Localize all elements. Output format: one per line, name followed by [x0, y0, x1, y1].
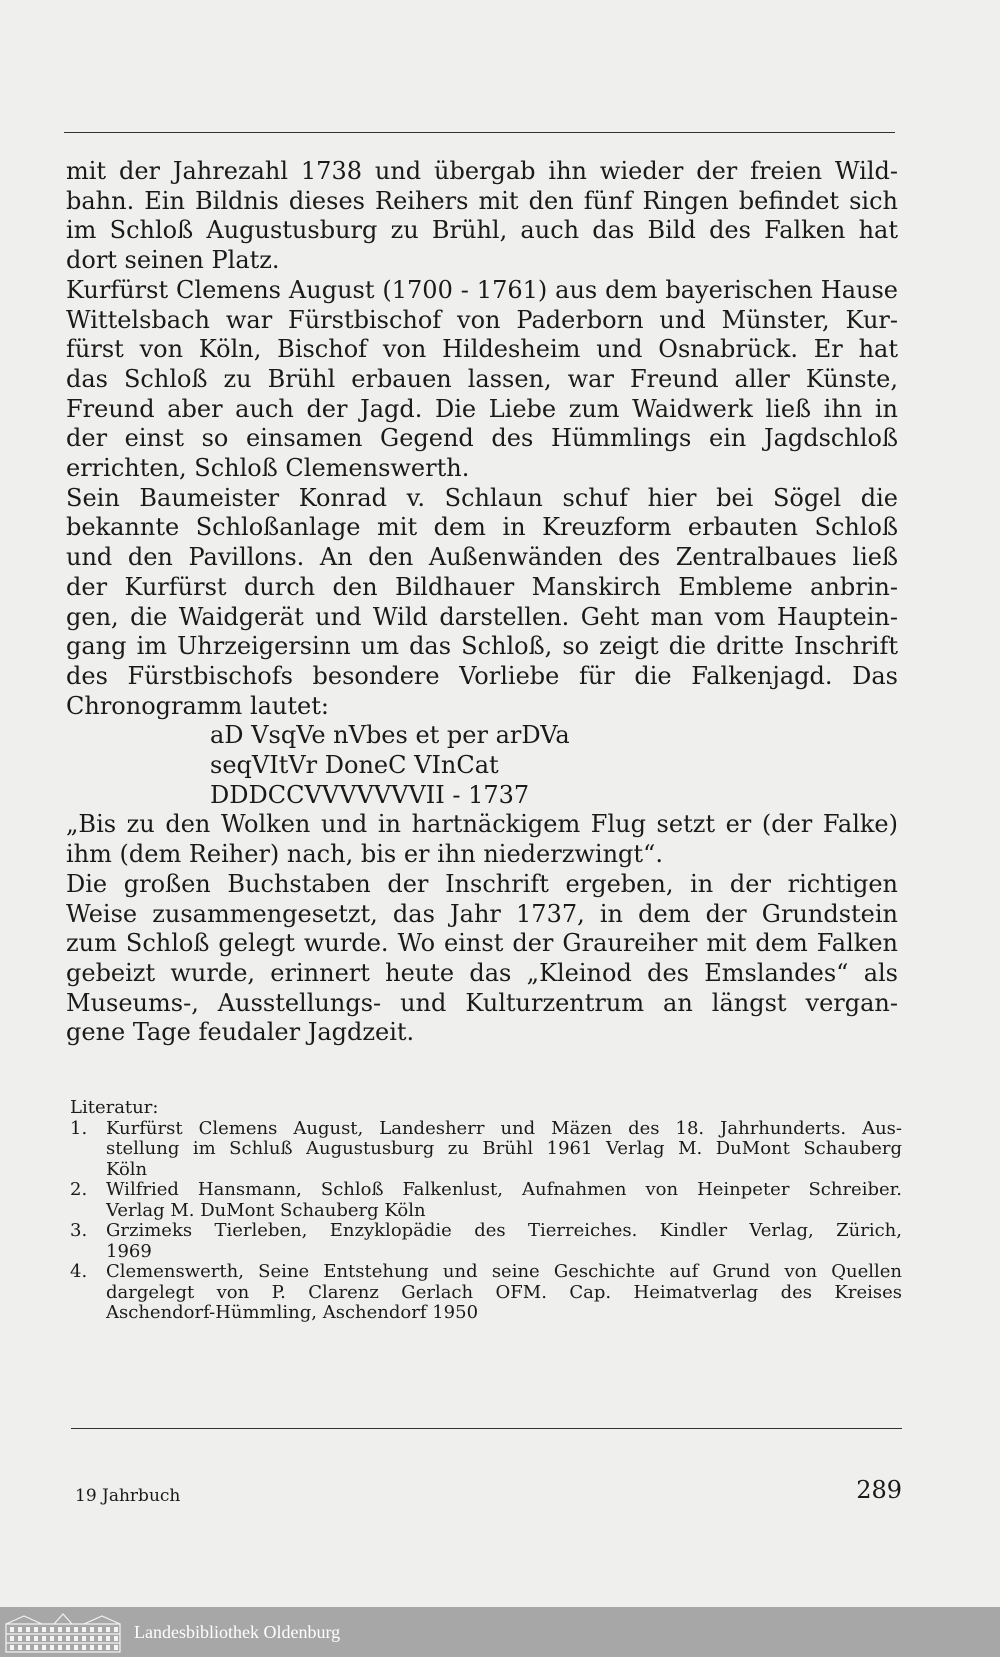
body-line: errichten, Schloß Clemenswerth.: [66, 454, 470, 483]
literature-number: 2.: [70, 1179, 88, 1200]
body-line: und den Pavillons. An den Außenwänden des Zentralbaues ließ: [66, 543, 898, 572]
library-banner: [0, 1607, 1000, 1657]
body-line: Kurfürst Clemens August (1700 - 1761) aus dem bayerischen Hause: [66, 275, 898, 304]
literature-item: [70, 1221, 902, 1262]
body-line: das Schloß zu Brühl erbauen lassen, war Freund aller Künste,: [66, 364, 898, 393]
literature-list: [70, 1119, 902, 1324]
body-line: des Fürstbischofs besondere Vorliebe für die Falkenjagd. Das: [66, 661, 898, 690]
library-building-icon: [4, 1607, 124, 1657]
literature-title: Literatur:: [70, 1097, 159, 1118]
body-line: ihm (dem Reiher) nach, bis er ihn niederzwingt“.: [66, 840, 663, 869]
literature-section: [70, 1098, 902, 1324]
footer-label: 19 Jahrbuch: [75, 1486, 181, 1506]
library-name: Landesbibliothek Oldenburg: [134, 1621, 341, 1642]
body-line: der Kurfürst durch den Bildhauer Manskirch Embleme anbrin-: [66, 572, 898, 601]
body-line: der einst so einsamen Gegend des Hümmlings ein Jagdschloß: [66, 424, 898, 453]
literature-number: 4.: [70, 1261, 88, 1282]
body-line: gang im Uhrzeigersinn um das Schloß, so zeigt die dritte Inschrift: [66, 632, 898, 661]
literature-number: 3.: [70, 1220, 88, 1241]
literature-line: 1969: [106, 1240, 152, 1262]
body-line: dort seinen Platz.: [66, 246, 280, 275]
literature-line: Wilfried Hansmann, Schloß Falkenlust, Aufnahmen von Heinpeter Schreiber.: [106, 1179, 902, 1200]
body-line: bekannte Schloßanlage mit dem in Kreuzform erbauten Schloß: [66, 513, 898, 542]
literature-number: 1.: [70, 1117, 88, 1139]
body-line: fürst von Köln, Bischof von Hildesheim und Osnabrück. Er hat: [66, 335, 898, 364]
literature-item: [70, 1119, 902, 1181]
body-line: zum Schloß gelegt wurde. Wo einst der Graureiher mit dem Falken: [66, 929, 898, 958]
literature-line: Verlag M. DuMont Schauberg Köln: [106, 1199, 426, 1221]
literature-line: Grzimeks Tierleben, Enzyklopädie des Tierreiches. Kindler Verlag, Zürich,: [106, 1220, 902, 1241]
body-line: Sein Baumeister Konrad v. Schlaun schuf hier bei Sögel die: [66, 483, 898, 512]
literature-line: dargelegt von P. Clarenz Gerlach OFM. Cap. Heimatverlag des Kreises: [106, 1281, 902, 1303]
body-line: mit der Jahrezahl 1738 und übergab ihn wieder der freien Wild-: [66, 157, 898, 185]
literature-line: Köln: [106, 1158, 148, 1180]
body-line: bahn. Ein Bildnis dieses Reihers mit den fünf Ringen befindet sich: [66, 186, 898, 215]
literature-line: Kurfürst Clemens August, Landesherr und Mäzen des 18. Jahrhunderts. Aus-: [106, 1117, 902, 1139]
body-line: im Schloß Augustusburg zu Brühl, auch das Bild des Falken hat: [66, 216, 898, 245]
body-line: Museums-, Ausstellungs- und Kulturzentrum an längst vergan-: [66, 988, 898, 1017]
literature-item: [70, 1180, 902, 1221]
body-line: „Bis zu den Wolken und in hartnäckigem Flug setzt er (der Falke): [66, 810, 898, 839]
body-line: Wittelsbach war Fürstbischof von Paderborn und Münster, Kur-: [66, 305, 898, 334]
body-line: Freund aber auch der Jagd. Die Liebe zum Waidwerk ließ ihn in: [66, 394, 898, 423]
bottom-rule: [71, 1428, 902, 1429]
literature-item: [70, 1262, 902, 1324]
top-rule: [64, 132, 895, 133]
chronogram-line: aD VsqVe nVbes et per arDVa: [210, 721, 570, 750]
body-line: gen, die Waidgerät und Wild darstellen. Geht man vom Hauptein-: [66, 602, 898, 631]
chronogram-line: seqVItVr DoneC VInCat: [210, 751, 499, 780]
chronogram-line: DDDCCVVVVVVVII - 1737: [210, 780, 530, 809]
literature-line: stellung im Schluß Augustusburg zu Brühl 1961 Verlag M. DuMont Schauberg: [106, 1138, 902, 1159]
literature-line: Aschendorf-Hümmling, Aschendorf 1950: [106, 1302, 479, 1323]
body-line: gene Tage feudaler Jagdzeit.: [66, 1018, 415, 1047]
body-text: [66, 157, 898, 1048]
body-line: Weise zusammengesetzt, das Jahr 1737, in dem der Grundstein: [66, 899, 898, 928]
body-line: Chronogramm lautet:: [66, 691, 329, 720]
body-line: Die großen Buchstaben der Inschrift ergeben, in der richtigen: [66, 869, 898, 898]
literature-line: Clemenswerth, Seine Entstehung und seine Geschichte auf Grund von Quellen: [106, 1261, 902, 1282]
page-number: 289: [856, 1476, 902, 1504]
body-line: gebeizt wurde, erinnert heute das „Kleinod des Emslandes“ als: [66, 958, 898, 987]
